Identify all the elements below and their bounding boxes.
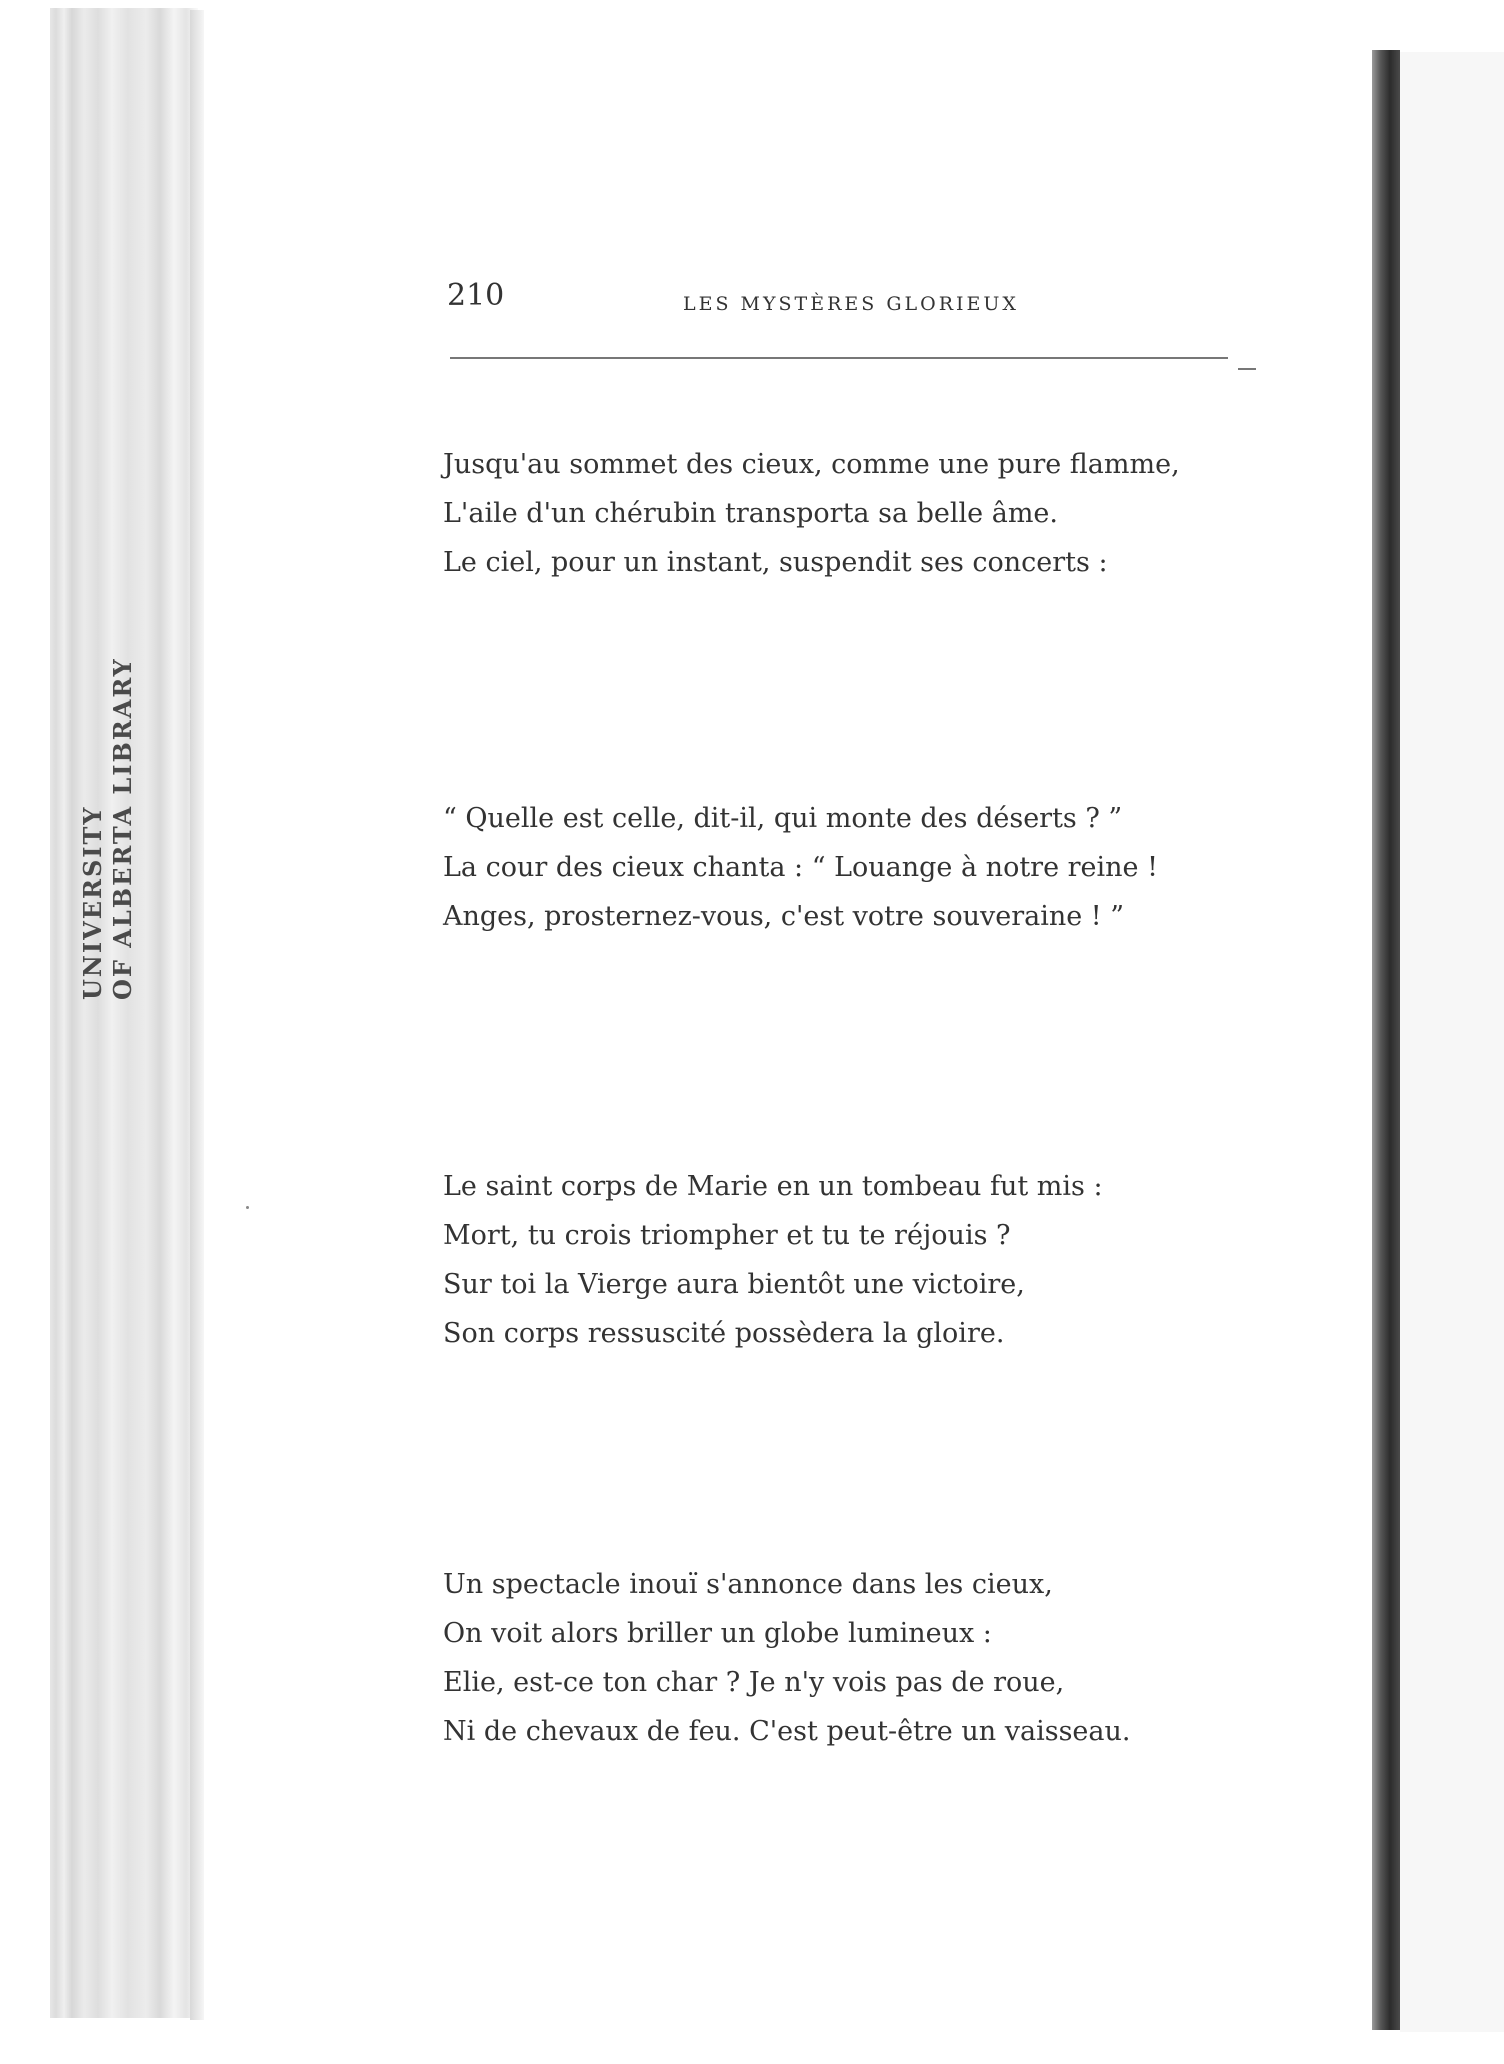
verse-line: Elie, est-ce ton char ? Je n'y vois pas de roue, (443, 1667, 1065, 1698)
verse-line: Son corps ressuscité possèdera la gloire. (443, 1318, 1005, 1349)
verse-line: La cour des cieux chanta : “ Louange à notre reine ! (443, 852, 1158, 883)
verse-line: Un spectacle inouï s'annonce dans les cieux, (443, 1569, 1053, 1600)
verse-line: Jusqu'au sommet des cieux, comme une pure flamme, (443, 449, 1180, 480)
book-cover-edge (1372, 50, 1400, 2030)
header-rule (450, 357, 1228, 359)
verse-line: L'aile d'un chérubin transporta sa belle âme. (443, 498, 1058, 529)
running-title: LES MYSTÈRES GLORIEUX (683, 293, 1019, 315)
paper-speck (246, 1206, 249, 1209)
verse-line: “ Quelle est celle, dit-il, qui monte des déserts ? ” (443, 803, 1123, 834)
stanza-2 (443, 794, 1158, 941)
verse-line: Sur toi la Vierge aura bientôt une victoire, (443, 1269, 1025, 1300)
stanza-1 (443, 440, 1180, 587)
verse-line: Mort, tu crois triompher et tu te réjouis ? (443, 1220, 1011, 1251)
header-rule-tail (1238, 368, 1256, 370)
background-margin (1400, 52, 1504, 2032)
page-number: 210 (447, 278, 505, 313)
gutter-shadow (190, 10, 204, 2020)
verse-line: Anges, prosternez-vous, c'est votre souveraine ! ” (443, 901, 1125, 932)
stacked-page-edges (50, 8, 198, 2018)
verse-line: Le saint corps de Marie en un tombeau fut mis : (443, 1171, 1103, 1202)
stanza-4 (443, 1560, 1130, 1756)
stanza-3 (443, 1162, 1103, 1358)
library-stamp (78, 657, 138, 1000)
verse-line: On voit alors briller un globe lumineux : (443, 1618, 992, 1649)
stamp-line-university: UNIVERSITY (78, 805, 107, 1000)
verse-line: Ni de chevaux de feu. C'est peut-être un vaisseau. (443, 1716, 1131, 1747)
verse-line: Le ciel, pour un instant, suspendit ses concerts : (443, 547, 1108, 578)
stamp-line-library: OF ALBERTA LIBRARY (108, 657, 137, 1000)
